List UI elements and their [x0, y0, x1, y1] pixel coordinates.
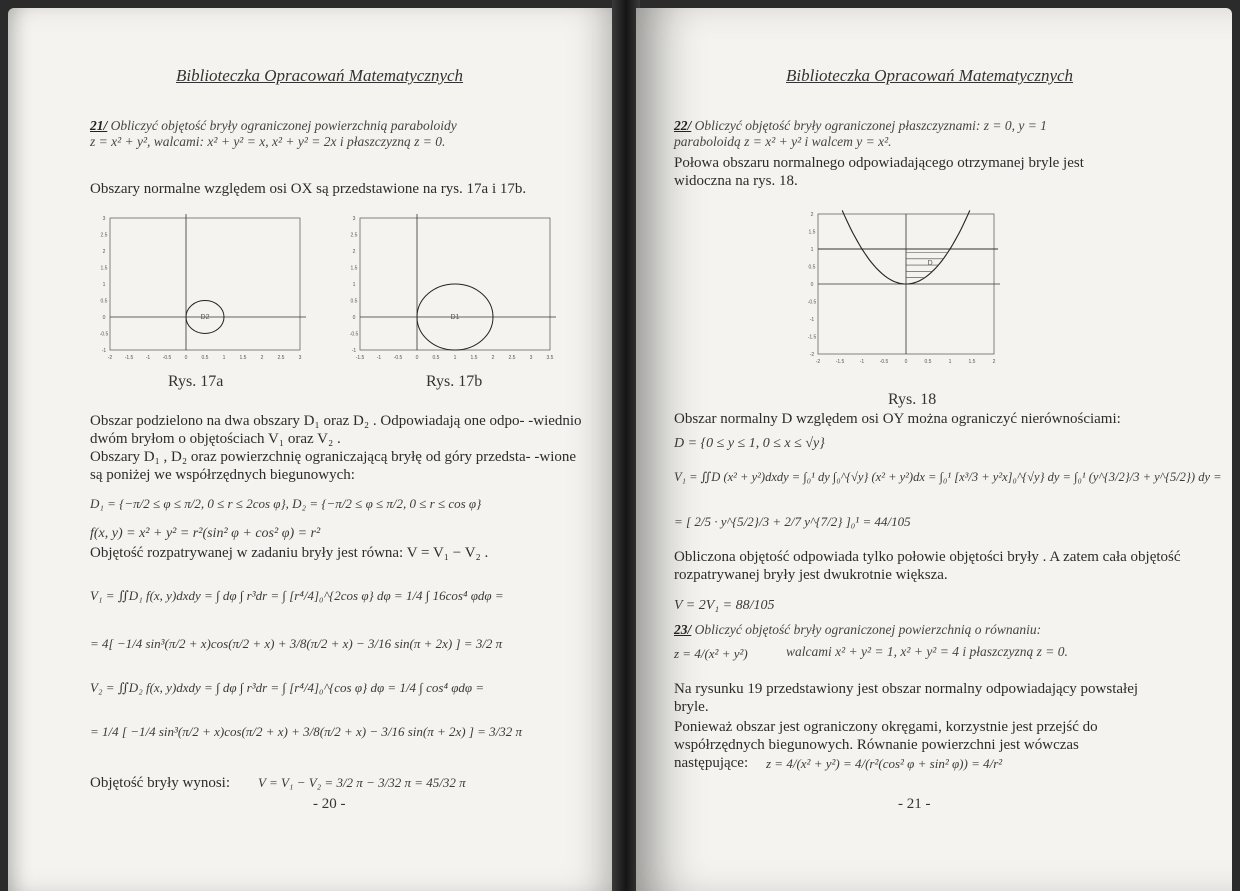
y-tick-label: 0	[102, 315, 106, 321]
right-header: Biblioteczka Opracowań Matematycznych	[786, 66, 1074, 85]
y-tick-label: -0.5	[349, 331, 359, 338]
caption-17b: Rys. 17b	[426, 373, 483, 390]
para-r4: Na rysunku 19 przedstawiony jest obszar normalny odpowiadający powstałej bryle.	[674, 681, 1139, 715]
y-tick-label: 1	[810, 247, 814, 253]
task-23	[674, 622, 1214, 638]
para-r5: Ponieważ obszar jest ograniczony okręgami, korzystnie jest przejść do współrzędnych biegunowych. Równanie powierzchni jest wówczas	[674, 719, 1098, 753]
task-21-text: Obliczyć objętość bryły ograniczonej powierzchnią paraboloidy	[110, 118, 457, 133]
x-tick-label: -0.5	[879, 359, 889, 365]
region-label: D2	[200, 314, 210, 321]
figure-17b	[338, 208, 558, 364]
x-tick-label: 0	[415, 355, 419, 361]
y-tick-label: -1	[351, 348, 357, 354]
page-number-right: - 21 -	[898, 796, 931, 812]
x-tick-label: -2	[107, 355, 113, 361]
task-21-text2: z = x² + y², walcami: x² + y² = x, x² + y² = 2x i płaszczyzną z = 0.	[90, 134, 446, 149]
figure-17a-plot	[88, 208, 308, 364]
eq-v1-a: V₁ = ∬D₁ f(x, y)dxdy = ∫ dφ ∫ r³dr = ∫ [r⁴/4]₀^{2cos φ} dφ = 1/4 ∫ 16cos⁴ φdφ =	[90, 588, 504, 603]
final-label: Objętość bryły wynosi:	[90, 775, 230, 791]
eq-v2-b: = 1/4 [ −1/4 sin³(π/2 + x)cos(π/2 + x) + 3/8(π/2 + x) − 3/16 sin(π + 2x) ] = 3/32 π	[90, 724, 523, 739]
figure-18-plot	[804, 206, 1004, 372]
eq-r-v1-b: = [ 2/5 · y^{5/2}/3 + 2/7 y^{7/2} ]₀¹ = 44/105	[674, 514, 911, 529]
task-23-text2: walcami x² + y² = 1, x² + y² = 4 i płaszczyzną z = 0.	[786, 644, 1068, 659]
page-number-left: - 20 -	[313, 796, 346, 812]
left-header: Biblioteczka Opracowań Matematycznych	[176, 66, 464, 85]
x-tick-label: 1	[948, 359, 952, 365]
x-tick-label: 2.5	[508, 355, 516, 361]
x-tick-label: -0.5	[162, 355, 172, 361]
y-tick-label: 1	[352, 282, 356, 288]
para-1: Obszar podzielono na dwa obszary D₁ oraz D₂ . Odpowiadają one odpo- -wiednio dwóm bryłom o objętościach V₁ oraz V₂ .	[90, 413, 582, 447]
final-equation: V = V₁ − V₂ = 3/2 π − 3/32 π = 45/32 π	[258, 775, 466, 790]
region-label: D	[927, 259, 933, 267]
eq-v2-a: V₂ = ∬D₂ f(x, y)dxdy = ∫ dφ ∫ r³dr = ∫ [r⁴/4]₀^{cos φ} dφ = 1/4 ∫ cos⁴ φdφ =	[90, 680, 485, 695]
x-tick-label: 0.5	[432, 355, 440, 361]
y-tick-label: 2.5	[350, 232, 358, 239]
task-22-text: Obliczyć objętość bryły ograniczonej płaszczyznami: z = 0, y = 1	[694, 118, 1047, 133]
figure-17b-plot	[338, 208, 558, 364]
x-tick-label: 1	[453, 355, 457, 361]
x-tick-label: -1	[376, 355, 382, 361]
y-tick-label: 0	[810, 282, 814, 288]
task-21	[90, 118, 590, 150]
y-tick-label: -0.5	[807, 299, 817, 306]
right-page	[636, 8, 1232, 891]
x-tick-label: 0	[184, 355, 188, 361]
para-3: Objętość rozpatrywanej w zadaniu bryły jest równa: V = V₁ − V₂ .	[90, 545, 489, 561]
x-tick-label: 2	[992, 359, 996, 365]
para-r2: Obszar normalny D względem osi OY można ograniczyć nierównościami:	[674, 411, 1121, 427]
x-tick-label: -2	[815, 359, 821, 365]
eq-f: f(x, y) = x² + y² = r²(sin² φ + cos² φ) = r²	[90, 526, 321, 541]
left-page	[8, 8, 620, 891]
eq-z-polar: z = 4/(x² + y²) = 4/(r²(cos² φ + sin² φ)) = 4/r²	[766, 756, 1003, 771]
caption-17a: Rys. 17a	[168, 373, 224, 390]
x-tick-label: 0.5	[924, 359, 932, 365]
x-tick-label: -1	[859, 359, 865, 365]
x-tick-label: 3.5	[546, 355, 554, 361]
x-tick-label: 2	[491, 355, 495, 361]
figure-18	[804, 206, 1004, 372]
x-tick-label: 1.5	[239, 355, 247, 361]
y-tick-label: 2	[352, 249, 356, 255]
y-tick-label: 1.5	[100, 265, 108, 272]
para-r5b: następujące:	[674, 755, 749, 771]
x-tick-label: 3	[529, 355, 533, 361]
x-tick-label: 1	[222, 355, 226, 361]
y-tick-label: -1	[101, 348, 107, 354]
region-label: D1	[450, 314, 460, 321]
para-2: Obszary D₁ , D₂ oraz powierzchnię ograniczającą bryłę od góry przedsta- -wione są poniżej we współrzędnych biegunowych:	[90, 449, 577, 483]
para-r3: Obliczona objętość odpowiada tylko połowie objętości bryły . A zatem cała objętość rozpatrywanej bryły jest dwukrotnie większa.	[674, 549, 1181, 583]
y-tick-label: 0.5	[100, 298, 108, 305]
y-tick-label: 2	[102, 249, 106, 255]
y-tick-label: 0.5	[350, 298, 358, 305]
task-22-text2: paraboloidą z = x² + y² i walcem y = x².	[674, 134, 892, 149]
y-tick-label: 1.5	[808, 229, 816, 236]
y-tick-label: 3	[352, 216, 356, 222]
task-22	[674, 118, 1194, 150]
x-tick-label: -1.5	[835, 359, 845, 365]
y-tick-label: -1.5	[807, 334, 817, 341]
y-tick-label: -1	[809, 317, 815, 323]
y-tick-label: 0	[352, 315, 356, 321]
y-tick-label: 1	[102, 282, 106, 288]
x-tick-label: -1	[145, 355, 151, 361]
plot-frame	[110, 218, 300, 350]
x-tick-label: 1.5	[968, 359, 976, 365]
x-tick-label: 2	[260, 355, 264, 361]
y-tick-label: -2	[809, 352, 815, 358]
x-tick-label: -1.5	[355, 355, 365, 361]
eq-v-total: V = 2V₁ = 88/105	[674, 598, 775, 613]
y-tick-label: 1.5	[350, 265, 358, 272]
y-tick-label: 0.5	[808, 264, 816, 271]
x-tick-label: 0.5	[201, 355, 209, 361]
caption-18: Rys. 18	[888, 391, 937, 408]
eq-r-v1-a: V₁ = ∬D (x² + y²)dxdy = ∫₀¹ dy ∫₀^{√y} (x² + y²)dx = ∫₀¹ [x³/3 + y²x]₀^{√y} dy = ∫₀¹ (y^{3/2}/3 + y^{5/2}) dy =	[674, 470, 1222, 484]
x-tick-label: 0	[904, 359, 908, 365]
x-tick-label: 1.5	[470, 355, 478, 361]
eq-regions: D₁ = {−π/2 ≤ φ ≤ π/2, 0 ≤ r ≤ 2cos φ}, D₂ = {−π/2 ≤ φ ≤ π/2, 0 ≤ r ≤ cos φ}	[90, 496, 482, 511]
x-tick-label: 2.5	[277, 355, 285, 361]
y-tick-label: 3	[102, 216, 106, 222]
y-tick-label: 2.5	[100, 232, 108, 239]
x-tick-label: 3	[298, 355, 302, 361]
y-tick-label: 2	[810, 212, 814, 218]
figure-17a	[88, 208, 308, 364]
intro-text: Obszary normalne względem osi OX są przedstawione na rys. 17a i 17b.	[90, 181, 527, 197]
task-23-text: Obliczyć objętość bryły ograniczonej powierzchnią o równaniu:	[694, 622, 1042, 637]
task-23-eq: z = 4/(x² + y²)	[674, 646, 748, 661]
task-22-number: 22/	[674, 118, 692, 133]
task-23-number: 23/	[674, 622, 692, 637]
eq-v1-b: = 4[ −1/4 sin³(π/2 + x)cos(π/2 + x) + 3/8(π/2 + x) − 3/16 sin(π + 2x) ] = 3/2 π	[90, 636, 503, 651]
eq-region-d: D = {0 ≤ y ≤ 1, 0 ≤ x ≤ √y}	[674, 436, 825, 451]
x-tick-label: -0.5	[393, 355, 403, 361]
task-21-number: 21/	[90, 118, 108, 133]
x-tick-label: -1.5	[124, 355, 134, 361]
y-tick-label: -0.5	[99, 331, 109, 338]
para-r1: Połowa obszaru normalnego odpowiadającego otrzymanej bryle jest widoczna na rys. 18.	[674, 155, 1084, 189]
